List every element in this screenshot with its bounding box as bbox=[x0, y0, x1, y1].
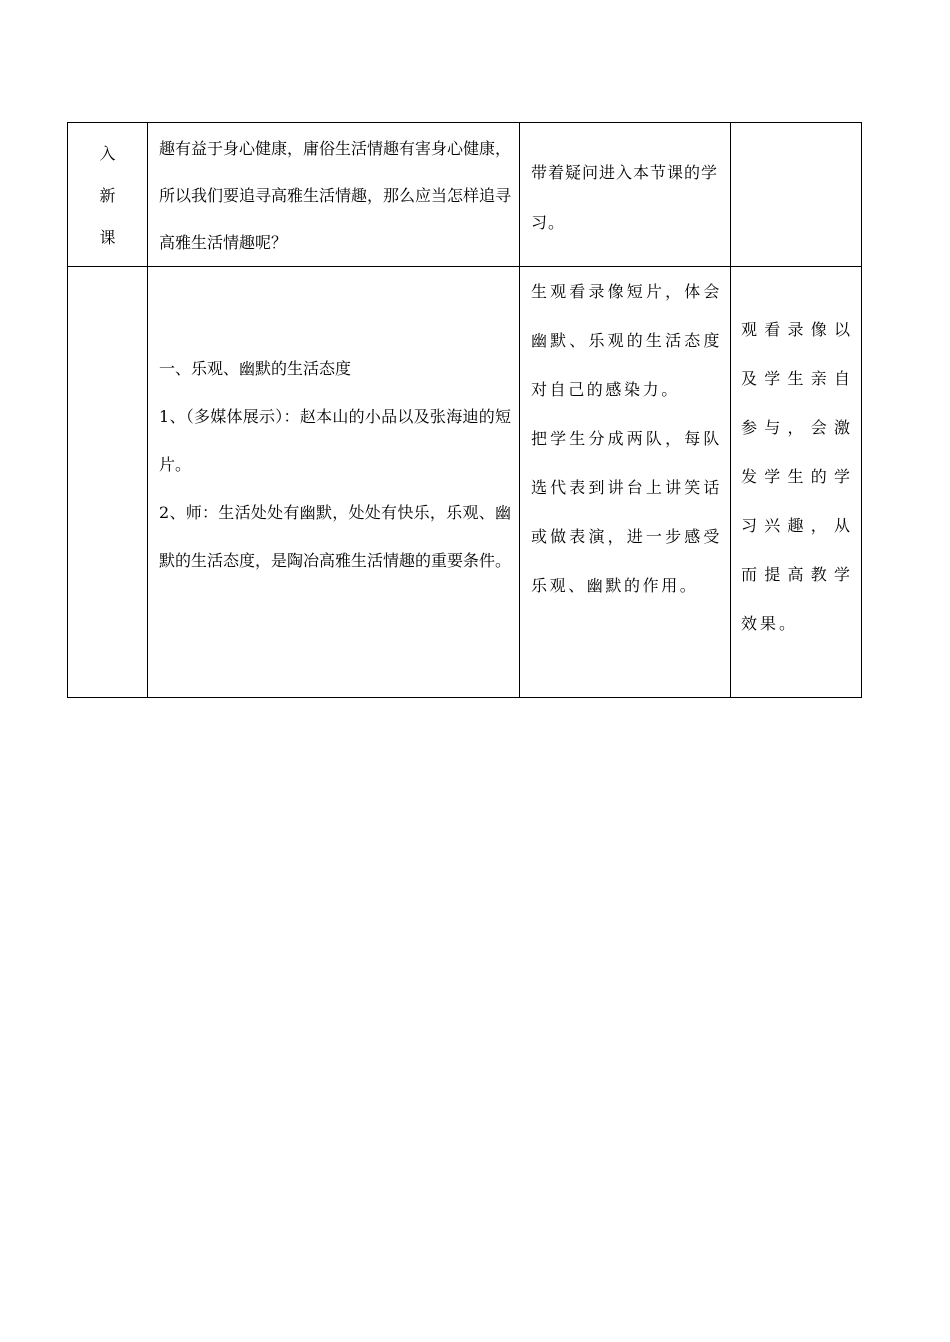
activity-paragraph: 生观看录像短片，体会幽默、乐观的生活态度对自己的感染力。 bbox=[531, 282, 722, 399]
content-item: 2、师：生活处处有幽默，处处有快乐，乐观、幽默的生活态度，是陶冶高雅生活情趣的重要条件。 bbox=[159, 503, 512, 570]
student-activity-cell bbox=[520, 267, 731, 698]
student-activity-text bbox=[520, 267, 730, 610]
content-item: 1、（多媒体展示）：赵本山的小品以及张海迪的短片。 bbox=[159, 407, 511, 474]
stage-label bbox=[68, 123, 147, 259]
activity-paragraph: 把学生分成两队，每队选代表到讲台上讲笑话或做表演，进一步感受乐观、幽默的作用。 bbox=[531, 429, 722, 595]
stage-cell bbox=[68, 123, 148, 267]
teaching-content-text bbox=[148, 267, 519, 585]
design-purpose-cell bbox=[731, 123, 862, 267]
stage-cell bbox=[68, 267, 148, 698]
design-purpose-cell bbox=[731, 267, 862, 698]
student-activity-cell bbox=[520, 123, 731, 267]
table-row bbox=[68, 267, 862, 698]
section-heading: 一、乐观、幽默的生活态度 bbox=[159, 359, 352, 378]
design-purpose-text: 观看录像以及学生亲自参与，会激发学生的学习兴趣，从而提高教学效果。 bbox=[741, 320, 853, 633]
stage-char: 课 bbox=[99, 228, 116, 247]
lesson-plan-table bbox=[67, 122, 862, 698]
teaching-content-cell bbox=[148, 123, 520, 267]
stage-char: 新 bbox=[99, 186, 116, 205]
table-row bbox=[68, 123, 862, 267]
stage-char: 入 bbox=[99, 144, 116, 163]
student-activity-text: 带着疑问进入本节课的学习。 bbox=[531, 163, 719, 232]
teaching-content-text: 趣有益于身心健康，庸俗生活情趣有害身心健康，所以我们要追寻高雅生活情趣，那么应当怎样追寻高雅生活情趣呢？ bbox=[159, 139, 512, 252]
teaching-content-cell bbox=[148, 267, 520, 698]
